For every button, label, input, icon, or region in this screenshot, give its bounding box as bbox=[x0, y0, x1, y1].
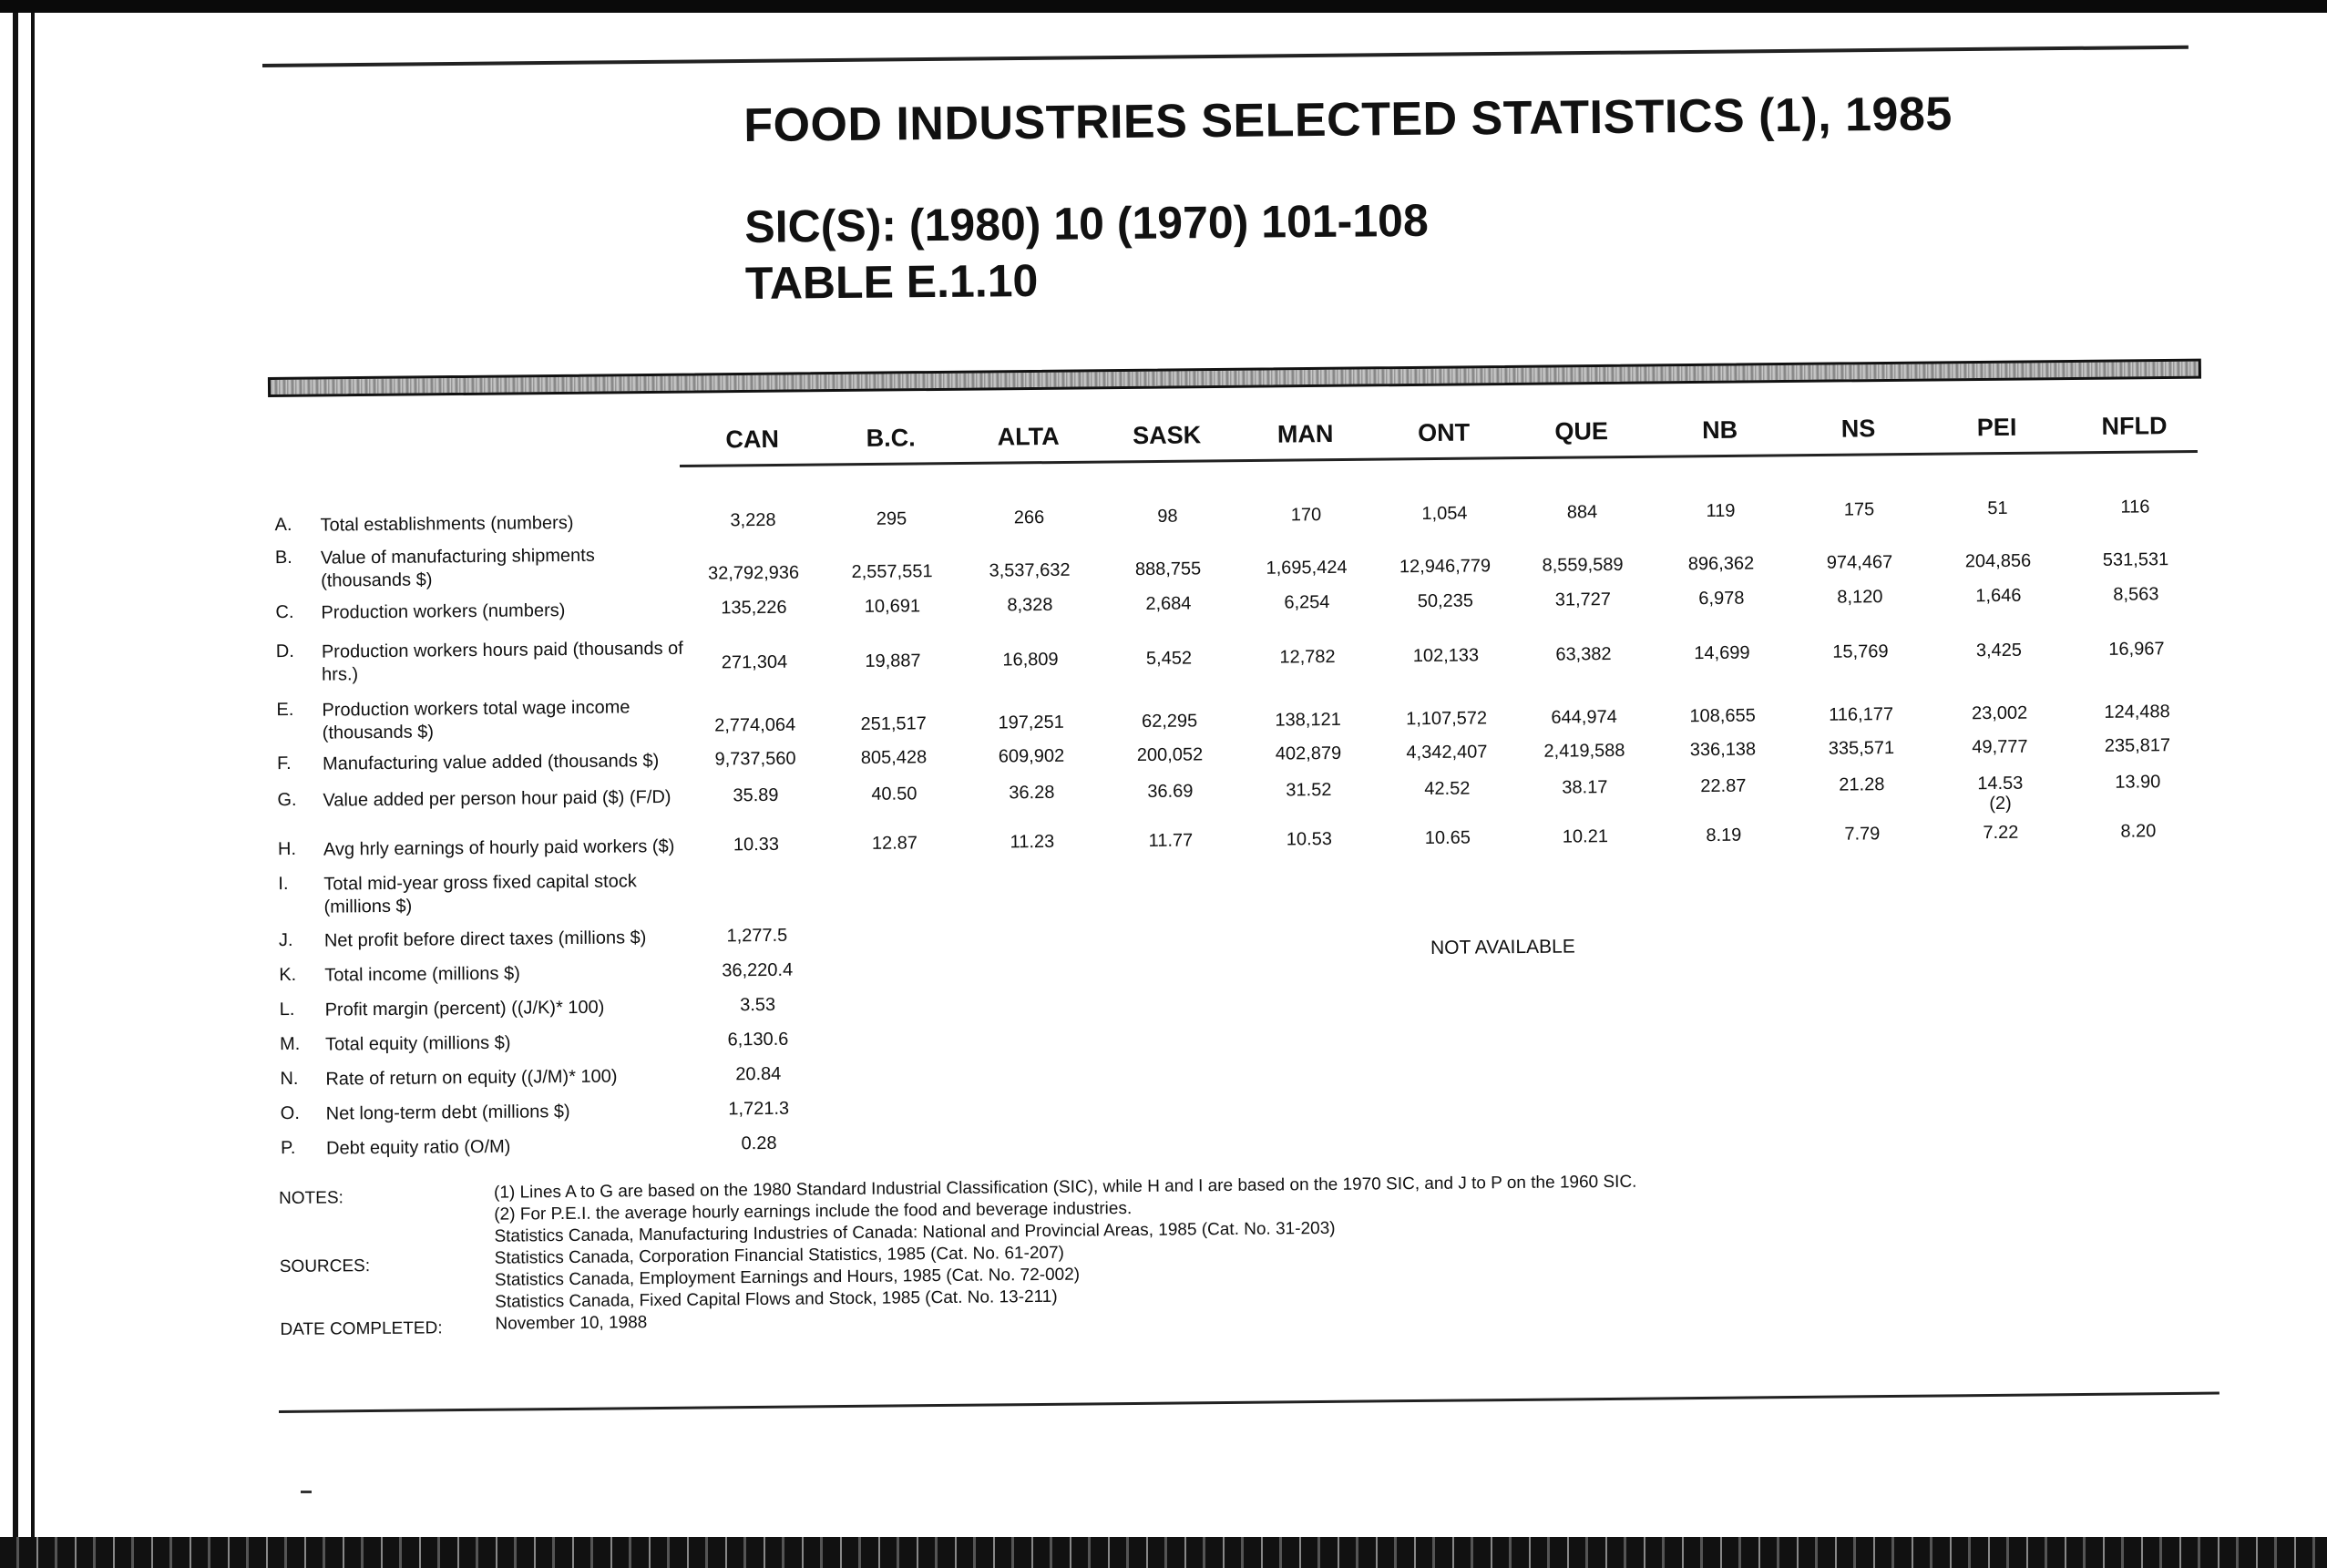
table-cell: 271,304 bbox=[721, 651, 788, 673]
table-cell: 170 bbox=[1290, 505, 1322, 526]
table-cell: 1,277.5 bbox=[726, 925, 788, 947]
table-cell: 36,220.4 bbox=[722, 959, 794, 981]
table-cell: 116 bbox=[2120, 497, 2150, 518]
table-cell: 63,382 bbox=[1555, 644, 1612, 665]
table-cell: 644,974 bbox=[1551, 707, 1617, 728]
table-cell: 38.17 bbox=[1562, 777, 1608, 798]
row-letter: O. bbox=[280, 1102, 300, 1124]
table-cell: 138,121 bbox=[1275, 709, 1341, 731]
pei-footnote-marker: (2) bbox=[1989, 793, 2012, 815]
table-cell: 8,328 bbox=[1007, 594, 1053, 616]
row-label: Debt equity ratio (O/M) bbox=[326, 1136, 511, 1159]
sources-label: SOURCES: bbox=[279, 1256, 371, 1276]
table-cell: 2,419,588 bbox=[1543, 740, 1625, 762]
table-cell: 2,774,064 bbox=[714, 714, 796, 736]
table-cell: 119 bbox=[1706, 500, 1736, 522]
row-letter: F. bbox=[276, 753, 292, 774]
table-cell: 0.28 bbox=[741, 1132, 777, 1154]
table-cell: 336,138 bbox=[1689, 739, 1757, 761]
row-letter: E. bbox=[276, 699, 294, 721]
row-letter: K. bbox=[279, 964, 297, 986]
column-header: ALTA bbox=[997, 422, 1060, 451]
table-row bbox=[8, 819, 2327, 860]
table-cell: 36.28 bbox=[1009, 782, 1055, 804]
table-cell: 2,684 bbox=[1145, 593, 1192, 614]
table-cell: 3,425 bbox=[1975, 640, 2023, 661]
date-completed-value: November 10, 1988 bbox=[495, 1313, 648, 1334]
row-label: Value of manufacturing shipments (thousands $) bbox=[320, 545, 595, 591]
table-cell: 8,563 bbox=[2113, 584, 2159, 605]
row-label: Production workers hours paid (thousands of hrs.) bbox=[321, 638, 683, 685]
table-cell: 12.87 bbox=[871, 833, 918, 854]
table-cell: 108,655 bbox=[1689, 705, 1756, 727]
table-cell: 20.84 bbox=[735, 1063, 782, 1085]
table-cell: 235,817 bbox=[2104, 735, 2171, 756]
table-cell: 116,177 bbox=[1829, 704, 1894, 725]
table-label: TABLE E.1.10 bbox=[744, 254, 1039, 309]
table-cell: 124,488 bbox=[2104, 702, 2170, 723]
source-4: Statistics Canada, Fixed Capital Flows and Stock, 1985 (Cat. No. 13-211) bbox=[495, 1286, 1058, 1312]
column-header: CAN bbox=[725, 425, 780, 454]
not-available-note: NOT AVAILABLE bbox=[1430, 936, 1575, 958]
row-letter: D. bbox=[275, 641, 294, 662]
row-letter: C. bbox=[275, 601, 294, 623]
source-3: Statistics Canada, Employment Earnings and Hours, 1985 (Cat. No. 72-002) bbox=[494, 1265, 1081, 1290]
note-2: (2) For P.E.I. the average hourly earnings include the food and beverage industries. bbox=[494, 1199, 1133, 1225]
row-letter: G. bbox=[277, 789, 297, 811]
table-cell: 2,557,551 bbox=[851, 561, 933, 583]
row-label: Production workers total wage income (thousands $) bbox=[322, 697, 630, 743]
table-cell: 3,537,632 bbox=[989, 559, 1071, 581]
table-cell: 12,946,779 bbox=[1399, 556, 1492, 578]
row-label: Total income (millions $) bbox=[324, 963, 520, 986]
row-letter: L. bbox=[279, 999, 295, 1020]
row-label: Production workers (numbers) bbox=[321, 600, 566, 623]
table-cell: 8,120 bbox=[1837, 587, 1883, 608]
column-header: PEI bbox=[1976, 413, 2017, 442]
row-label: Rate of return on equity ((J/M)* 100) bbox=[325, 1066, 618, 1090]
table-cell: 266 bbox=[1013, 507, 1045, 528]
table-cell: 32,792,936 bbox=[707, 562, 800, 584]
table-cell: 1,107,572 bbox=[1406, 708, 1488, 730]
table-cell: 10,691 bbox=[864, 596, 921, 617]
note-1: (1) Lines A to G are based on the 1980 Standard Industrial Classification (SIC), while H and I are based on the 1970 SIC, and J to P on the 1960 SIC. bbox=[493, 1172, 1637, 1203]
table-cell: 10.33 bbox=[733, 834, 780, 856]
table-cell: 35.89 bbox=[733, 784, 779, 806]
table-cell: 6,130.6 bbox=[727, 1029, 789, 1050]
date-completed-label: DATE COMPLETED: bbox=[280, 1318, 443, 1339]
column-header: NFLD bbox=[2101, 412, 2168, 440]
column-header: B.C. bbox=[866, 424, 916, 452]
table-cell: 31,727 bbox=[1554, 589, 1612, 610]
table-cell: 36.69 bbox=[1147, 781, 1194, 802]
table-cell: 251,517 bbox=[860, 713, 927, 734]
table-cell: 7.22 bbox=[1983, 822, 2019, 844]
table-cell: 8.20 bbox=[2120, 821, 2157, 842]
row-letter: H. bbox=[277, 838, 297, 860]
table-cell: 8,559,589 bbox=[1542, 554, 1624, 576]
column-header: SASK bbox=[1132, 421, 1202, 450]
table-cell: 10.21 bbox=[1562, 826, 1609, 847]
table-cell: 98 bbox=[1157, 506, 1178, 527]
table-cell: 40.50 bbox=[871, 784, 917, 804]
table-cell: 62,295 bbox=[1141, 711, 1198, 733]
row-label: Total establishments (numbers) bbox=[320, 512, 574, 536]
table-cell: 15,769 bbox=[1832, 641, 1889, 662]
table-cell: 12,782 bbox=[1279, 646, 1336, 668]
column-header: NB bbox=[1701, 415, 1738, 445]
row-letter: A. bbox=[274, 514, 292, 536]
source-1: Statistics Canada, Manufacturing Industries of Canada: National and Provincial Areas, 1985 (Cat. No. 31-203) bbox=[494, 1218, 1336, 1246]
table-cell: 22.87 bbox=[1700, 775, 1747, 797]
document-title: FOOD INDUSTRIES SELECTED STATISTICS (1), 1985 bbox=[743, 87, 1953, 152]
table-cell: 7.79 bbox=[1844, 824, 1881, 845]
table-cell: 16,809 bbox=[1002, 649, 1059, 671]
source-2: Statistics Canada, Corporation Financial Statistics, 1985 (Cat. No. 61-207) bbox=[494, 1243, 1065, 1268]
table-cell: 805,428 bbox=[860, 747, 928, 768]
table-cell: 31.52 bbox=[1286, 780, 1332, 801]
row-label: Manufacturing value added (thousands $) bbox=[322, 751, 660, 774]
row-letter: N. bbox=[280, 1068, 299, 1090]
row-label: Profit margin (percent) ((J/K)* 100) bbox=[324, 997, 605, 1020]
row-label: Total equity (millions $) bbox=[324, 1032, 511, 1055]
column-header: NS bbox=[1840, 415, 1876, 443]
sic-codes: SIC(S): (1980) 10 (1970) 101-108 bbox=[744, 194, 1429, 252]
row-letter: B. bbox=[274, 547, 292, 569]
table-cell: 11.23 bbox=[1010, 831, 1055, 853]
table-cell: 8.19 bbox=[1706, 825, 1742, 846]
table-cell: 50,235 bbox=[1417, 590, 1474, 612]
table-cell: 49,777 bbox=[1972, 736, 2028, 758]
table-cell: 1,646 bbox=[1975, 585, 2022, 607]
table-cell: 3.53 bbox=[740, 994, 776, 1016]
notes-label: NOTES: bbox=[279, 1188, 343, 1208]
table-cell: 21.28 bbox=[1839, 774, 1885, 795]
table-cell: 6,978 bbox=[1698, 588, 1745, 610]
table-cell: 23,002 bbox=[1971, 702, 2028, 724]
table-cell: 1,054 bbox=[1421, 503, 1468, 525]
row-label: Value added per person hour paid ($) (F/D) bbox=[323, 786, 671, 811]
table-cell: 335,571 bbox=[1828, 738, 1895, 759]
row-letter: J. bbox=[278, 929, 293, 951]
table-cell: 531,531 bbox=[2102, 549, 2169, 570]
table-cell: 10.65 bbox=[1424, 827, 1471, 849]
table-cell: 6,254 bbox=[1284, 592, 1330, 613]
table-cell: 1,695,424 bbox=[1266, 557, 1348, 579]
table-row bbox=[6, 621, 2327, 685]
table-cell: 10.53 bbox=[1286, 829, 1333, 850]
table-cell: 14.53 bbox=[1977, 773, 2024, 794]
table-cell: 9,737,560 bbox=[714, 748, 796, 770]
table-cell: 51 bbox=[1987, 497, 2008, 519]
table-cell: 4,342,407 bbox=[1406, 742, 1488, 764]
table-cell: 888,755 bbox=[1134, 559, 1202, 580]
table-cell: 197,251 bbox=[998, 712, 1064, 733]
table-cell: 16,967 bbox=[2108, 639, 2165, 660]
table-cell: 42.52 bbox=[1424, 778, 1471, 800]
row-label: Avg hrly earnings of hourly paid workers ($) bbox=[323, 835, 675, 860]
table-cell: 14,699 bbox=[1694, 642, 1750, 664]
table-cell: 204,856 bbox=[1964, 550, 2032, 572]
row-letter: M. bbox=[279, 1033, 301, 1055]
table-cell: 974,467 bbox=[1826, 552, 1893, 573]
table-cell: 295 bbox=[876, 508, 907, 529]
column-header: MAN bbox=[1276, 419, 1334, 448]
table-cell: 609,902 bbox=[998, 745, 1065, 767]
table-cell: 1,721.3 bbox=[728, 1098, 790, 1120]
table-cell: 11.77 bbox=[1148, 830, 1194, 851]
row-letter: P. bbox=[281, 1137, 296, 1159]
table-cell: 102,133 bbox=[1412, 645, 1480, 667]
column-header: ONT bbox=[1417, 418, 1471, 447]
row-letter: I. bbox=[278, 874, 289, 895]
column-header: QUE bbox=[1554, 417, 1609, 446]
table-cell: 135,226 bbox=[721, 597, 787, 619]
table-row bbox=[5, 495, 2327, 536]
table-cell: 13.90 bbox=[2115, 772, 2161, 793]
table-cell: 175 bbox=[1843, 499, 1875, 520]
table-cell: 884 bbox=[1566, 502, 1598, 523]
table-cell: 19,887 bbox=[865, 651, 921, 671]
table-cell: 3,228 bbox=[730, 509, 776, 531]
table-cell: 402,879 bbox=[1275, 743, 1342, 764]
table-cell: 200,052 bbox=[1136, 744, 1204, 766]
table-cell: 896,362 bbox=[1687, 553, 1755, 575]
table-cell: 5,452 bbox=[1145, 648, 1193, 669]
row-label: Net profit before direct taxes (millions $) bbox=[323, 927, 647, 951]
row-label: Net long-term debt (millions $) bbox=[325, 1102, 570, 1124]
row-label: Total mid-year gross fixed capital stock (millions $) bbox=[323, 871, 637, 917]
